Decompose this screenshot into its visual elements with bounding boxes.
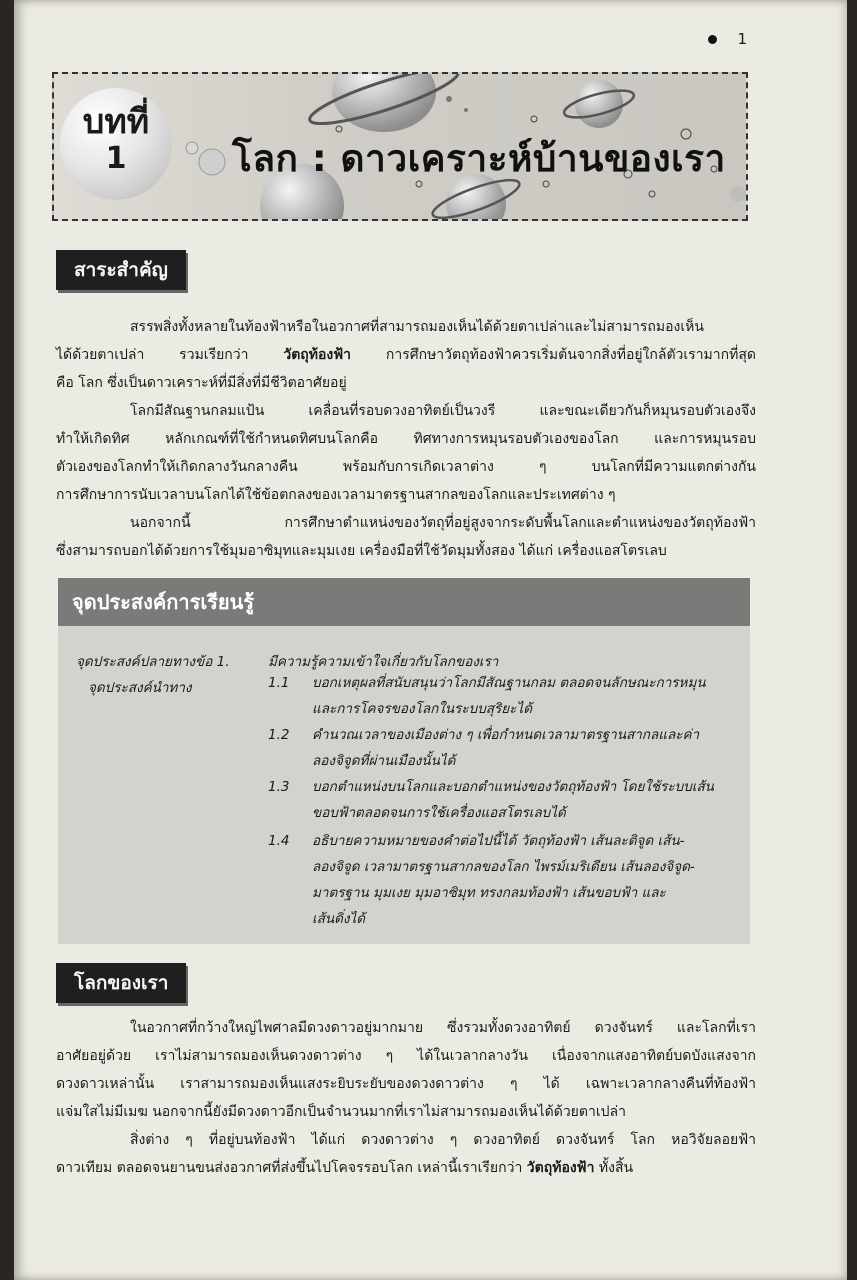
text-line: ได้ด้วยตาเปล่า รวมเรียกว่า วัตถุท้องฟ้า การศึกษาวัตถุท้องฟ้าควรเริ่มต้นจากสิ่งที่อยู่ใกล้ตัวเรามากที่สุด [56, 347, 756, 363]
our-earth-text [56, 1014, 756, 1182]
objective-item: 1.4 อธิบายความหมายของคำต่อไปนี้ได้ วัตถุท้องฟ้า เส้นละติจูด เส้น- ลองจิจูด เวลามาตรฐานสากลของโลก ไพรม์เมริเดียน เส้นลองจิจูด- มาตรฐาน มุมเงย มุมอาซิมุท ทรงกลมท้องฟ้า เส้นขอบฟ้า และ เส้นดิ่งได้ [268, 833, 695, 927]
text-line: โลกมีสัณฐานกลมแป้น เคลื่อนที่รอบดวงอาทิตย์เป็นวงรี และขณะเดียวกันก็หมุนรอบตัวเองจึง [130, 403, 756, 419]
objective-item: 1.1 บอกเหตุผลที่สนับสนุนว่าโลกมีสัณฐานกลม ตลอดจนลักษณะการหมุน และการโคจรของโลกในระบบสุริยะได้ [268, 675, 706, 717]
objectives-heading: จุดประสงค์การเรียนรู้ [58, 578, 750, 626]
text-line: ซึ่งสามารถบอกได้ด้วยการใช้มุมอาซิมุทและมุมเงย เครื่องมือที่ใช้วัดมุมทั้งสอง ได้แก่ เครื่องแอสโตรเลบ [56, 543, 667, 559]
chapter-word: บทที่ [82, 102, 150, 142]
text-line: การศึกษาการนับเวลาบนโลกได้ใช้ข้อตกลงของเวลามาตรฐานสากลของโลกและประเทศต่าง ๆ [56, 487, 616, 503]
text-line: ทำให้เกิดทิศ หลักเกณฑ์ที่ใช้กำหนดทิศบนโลกคือ ทิศทางการหมุนรอบตัวเองของโลก และการหมุนรอบ [56, 431, 756, 447]
emphasis-term: วัตถุท้องฟ้า [283, 347, 352, 363]
text-line: ดวงดาวเหล่านั้น เราสามารถมองเห็นแสงระยิบระยับของดวงดาวต่าง ๆ ได้ เฉพาะเวลากลางคืนที่ท้องฟ้า [56, 1076, 756, 1092]
chapter-title: โลก : ดาวเคราะห์บ้านของเรา [232, 137, 726, 180]
text-line: ดาวเทียม ตลอดจนยานขนส่งอวกาศที่ส่งขึ้นไปโคจรรอบโลก เหล่านี้เราเรียกว่า วัตถุท้องฟ้า ทั้งสิ้น [56, 1160, 634, 1176]
text-line: แจ่มใสไม่มีเมฆ นอกจากนี้ยังมีดวงดาวอีกเป็นจำนวนมากที่เราไม่สามารถมองเห็นได้ด้วยตาเปล่า [56, 1104, 626, 1120]
text-line: อาศัยอยู่ด้วย เราไม่สามารถมองเห็นดวงดาวต่าง ๆ ได้ในเวลากลางวัน เนื่องจากแสงอาทิตย์บดบังแสงจาก [56, 1048, 756, 1064]
learning-objectives-box [58, 578, 750, 944]
bullet-dot-icon [708, 35, 717, 44]
text-line: ในอวกาศที่กว้างใหญ่ไพศาลมีดวงดาวอยู่มากมาย ซึ่งรวมทั้งดวงอาทิตย์ ดวงจันทร์ และโลกที่เรา [130, 1020, 756, 1036]
objective-item: 1.2 คำนวณเวลาของเมืองต่าง ๆ เพื่อกำหนดเวลามาตรฐานสากลและค่า ลองจิจูดที่ผ่านเมืองนั้นได้ [268, 727, 700, 769]
key-concepts-text [56, 313, 756, 565]
terminal-objective-label: จุดประสงค์ปลายทางข้อ 1. [76, 654, 230, 670]
text-line: สิ่งต่าง ๆ ที่อยู่บนท้องฟ้า ได้แก่ ดวงดาวต่าง ๆ ดวงอาทิตย์ ดวงจันทร์ โลก หอวิจัยลอยฟ้า [130, 1132, 756, 1148]
chapter-banner [52, 72, 748, 221]
objective-item: 1.3 บอกตำแหน่งบนโลกและบอกตำแหน่งของวัตถุท้องฟ้า โดยใช้ระบบเส้น ขอบฟ้าตลอดจนการใช้เครื่องแอสโตรเลบได้ [268, 779, 714, 821]
section-heading-our-earth: โลกของเรา [56, 963, 186, 1003]
emphasis-term: วัตถุท้องฟ้า [526, 1160, 595, 1176]
terminal-objective-text: มีความรู้ความเข้าใจเกี่ยวกับโลกของเรา [268, 654, 499, 670]
book-page [14, 0, 847, 1280]
enabling-objective-label: จุดประสงค์นำทาง [88, 680, 192, 696]
text-line: สรรพสิ่งทั้งหลายในท้องฟ้าหรือในอวกาศที่สามารถมองเห็นได้ด้วยตาเปล่าและไม่สามารถมองเห็น [130, 319, 704, 335]
section-heading-key-concepts: สาระสำคัญ [56, 250, 186, 290]
text-line: นอกจากนี้ การศึกษาตำแหน่งของวัตถุที่อยู่สูงจากระดับพื้นโลกและตำแหน่งของวัตถุท้องฟ้า [130, 515, 756, 531]
chapter-number-circle [60, 88, 172, 200]
chapter-number: 1 [105, 141, 127, 176]
text-line: ตัวเองของโลกทำให้เกิดกลางวันกลางคืน พร้อมกับการเกิดเวลาต่าง ๆ บนโลกที่มีความแตกต่างกัน [56, 459, 756, 475]
page-number: 1 [708, 30, 747, 48]
text-line: คือ โลก ซึ่งเป็นดาวเคราะห์ที่มีสิ่งที่มีชีวิตอาศัยอยู่ [56, 375, 347, 391]
